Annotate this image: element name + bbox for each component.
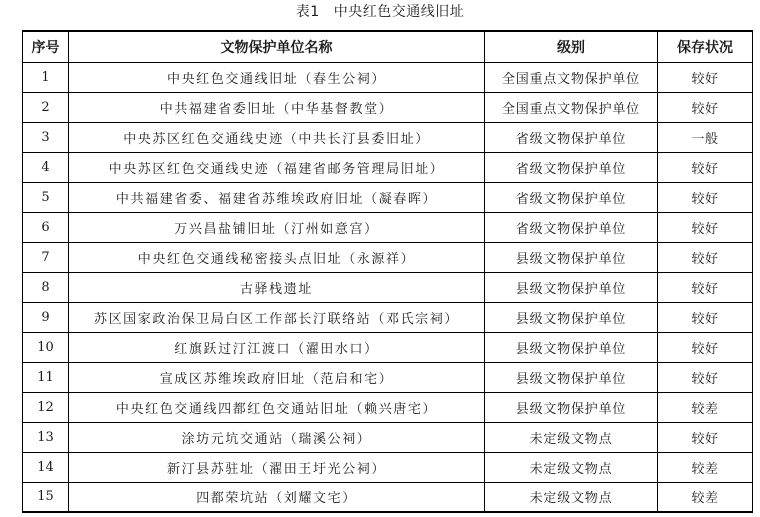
row-name: 中央苏区红色交通线史迹（福建省邮务管理局旧址） (69, 152, 485, 182)
row-name: 中央红色交通线秘密接头点旧址（永源祥） (69, 242, 485, 272)
row-status: 较差 (658, 482, 753, 512)
table-row (23, 332, 753, 362)
row-level: 全国重点文物保护单位 (485, 62, 658, 92)
row-name: 古驿栈遗址 (69, 272, 485, 302)
row-level: 未定级文物点 (485, 422, 658, 452)
row-status: 较好 (658, 62, 753, 92)
row-name: 四都荣坑站（刘耀文宅） (69, 482, 485, 512)
table-row (23, 182, 753, 212)
row-level: 省级文物保护单位 (485, 152, 658, 182)
table-row (23, 272, 753, 302)
header-row (23, 31, 753, 62)
row-name: 中央苏区红色交通线史迹（中共长汀县委旧址） (69, 122, 485, 152)
table-row (23, 92, 753, 122)
row-status: 较好 (658, 212, 753, 242)
row-name: 红旗跃过汀江渡口（濯田水口） (69, 332, 485, 362)
row-index: 8 (23, 272, 69, 302)
row-index: 12 (23, 392, 69, 422)
row-name: 中共福建省委旧址（中华基督教堂） (69, 92, 485, 122)
row-status: 较好 (658, 272, 753, 302)
row-index: 9 (23, 302, 69, 332)
row-status: 较好 (658, 332, 753, 362)
table-row (23, 362, 753, 392)
table-row (23, 122, 753, 152)
table-row (23, 62, 753, 92)
table-row (23, 242, 753, 272)
table-row (23, 452, 753, 482)
row-index: 2 (23, 92, 69, 122)
table-title: 中央红色交通线旧址 (333, 4, 465, 20)
header-status: 保存状况 (658, 31, 753, 62)
table-caption (0, 0, 760, 28)
row-status: 一般 (658, 122, 753, 152)
row-name: 万兴昌盐铺旧址（汀州如意宫） (69, 212, 485, 242)
header-name: 文物保护单位名称 (69, 31, 485, 62)
row-name: 苏区国家政治保卫局白区工作部长汀联络站（邓氏宗祠） (69, 302, 485, 332)
row-name: 中央红色交通线旧址（春生公祠） (69, 62, 485, 92)
row-status: 较差 (658, 452, 753, 482)
row-level: 未定级文物点 (485, 482, 658, 512)
row-index: 4 (23, 152, 69, 182)
row-status: 较好 (658, 362, 753, 392)
row-level: 县级文物保护单位 (485, 332, 658, 362)
row-status: 较好 (658, 152, 753, 182)
row-status: 较好 (658, 422, 753, 452)
header-level: 级别 (485, 31, 658, 62)
table-row (23, 212, 753, 242)
row-index: 10 (23, 332, 69, 362)
row-name: 新汀县苏驻址（濯田王圩光公祠） (69, 452, 485, 482)
row-status: 较好 (658, 182, 753, 212)
row-level: 省级文物保护单位 (485, 122, 658, 152)
row-level: 县级文物保护单位 (485, 302, 658, 332)
row-level: 省级文物保护单位 (485, 182, 658, 212)
table-row (23, 482, 753, 512)
row-status: 较差 (658, 392, 753, 422)
row-index: 3 (23, 122, 69, 152)
table-row (23, 302, 753, 332)
row-level: 县级文物保护单位 (485, 362, 658, 392)
row-name: 宣成区苏维埃政府旧址（范启和宅） (69, 362, 485, 392)
header-index: 序号 (23, 31, 69, 62)
row-name: 涂坊元坑交通站（瑞溪公祠） (69, 422, 485, 452)
row-status: 较好 (658, 302, 753, 332)
row-level: 省级文物保护单位 (485, 212, 658, 242)
table-row (23, 422, 753, 452)
row-index: 6 (23, 212, 69, 242)
row-name: 中共福建省委、福建省苏维埃政府旧址（凝春晖） (69, 182, 485, 212)
table-row (23, 392, 753, 422)
row-index: 11 (23, 362, 69, 392)
row-status: 较好 (658, 92, 753, 122)
table-row (23, 152, 753, 182)
row-index: 14 (23, 452, 69, 482)
row-level: 未定级文物点 (485, 452, 658, 482)
row-name: 中央红色交通线四都红色交通站旧址（赖兴唐宅） (69, 392, 485, 422)
row-level: 县级文物保护单位 (485, 272, 658, 302)
row-level: 县级文物保护单位 (485, 392, 658, 422)
row-status: 较好 (658, 242, 753, 272)
row-level: 县级文物保护单位 (485, 242, 658, 272)
table-number: 表1 (295, 4, 320, 20)
row-index: 5 (23, 182, 69, 212)
heritage-table (22, 30, 753, 513)
row-index: 7 (23, 242, 69, 272)
row-index: 13 (23, 422, 69, 452)
row-index: 1 (23, 62, 69, 92)
row-level: 全国重点文物保护单位 (485, 92, 658, 122)
row-index: 15 (23, 482, 69, 512)
